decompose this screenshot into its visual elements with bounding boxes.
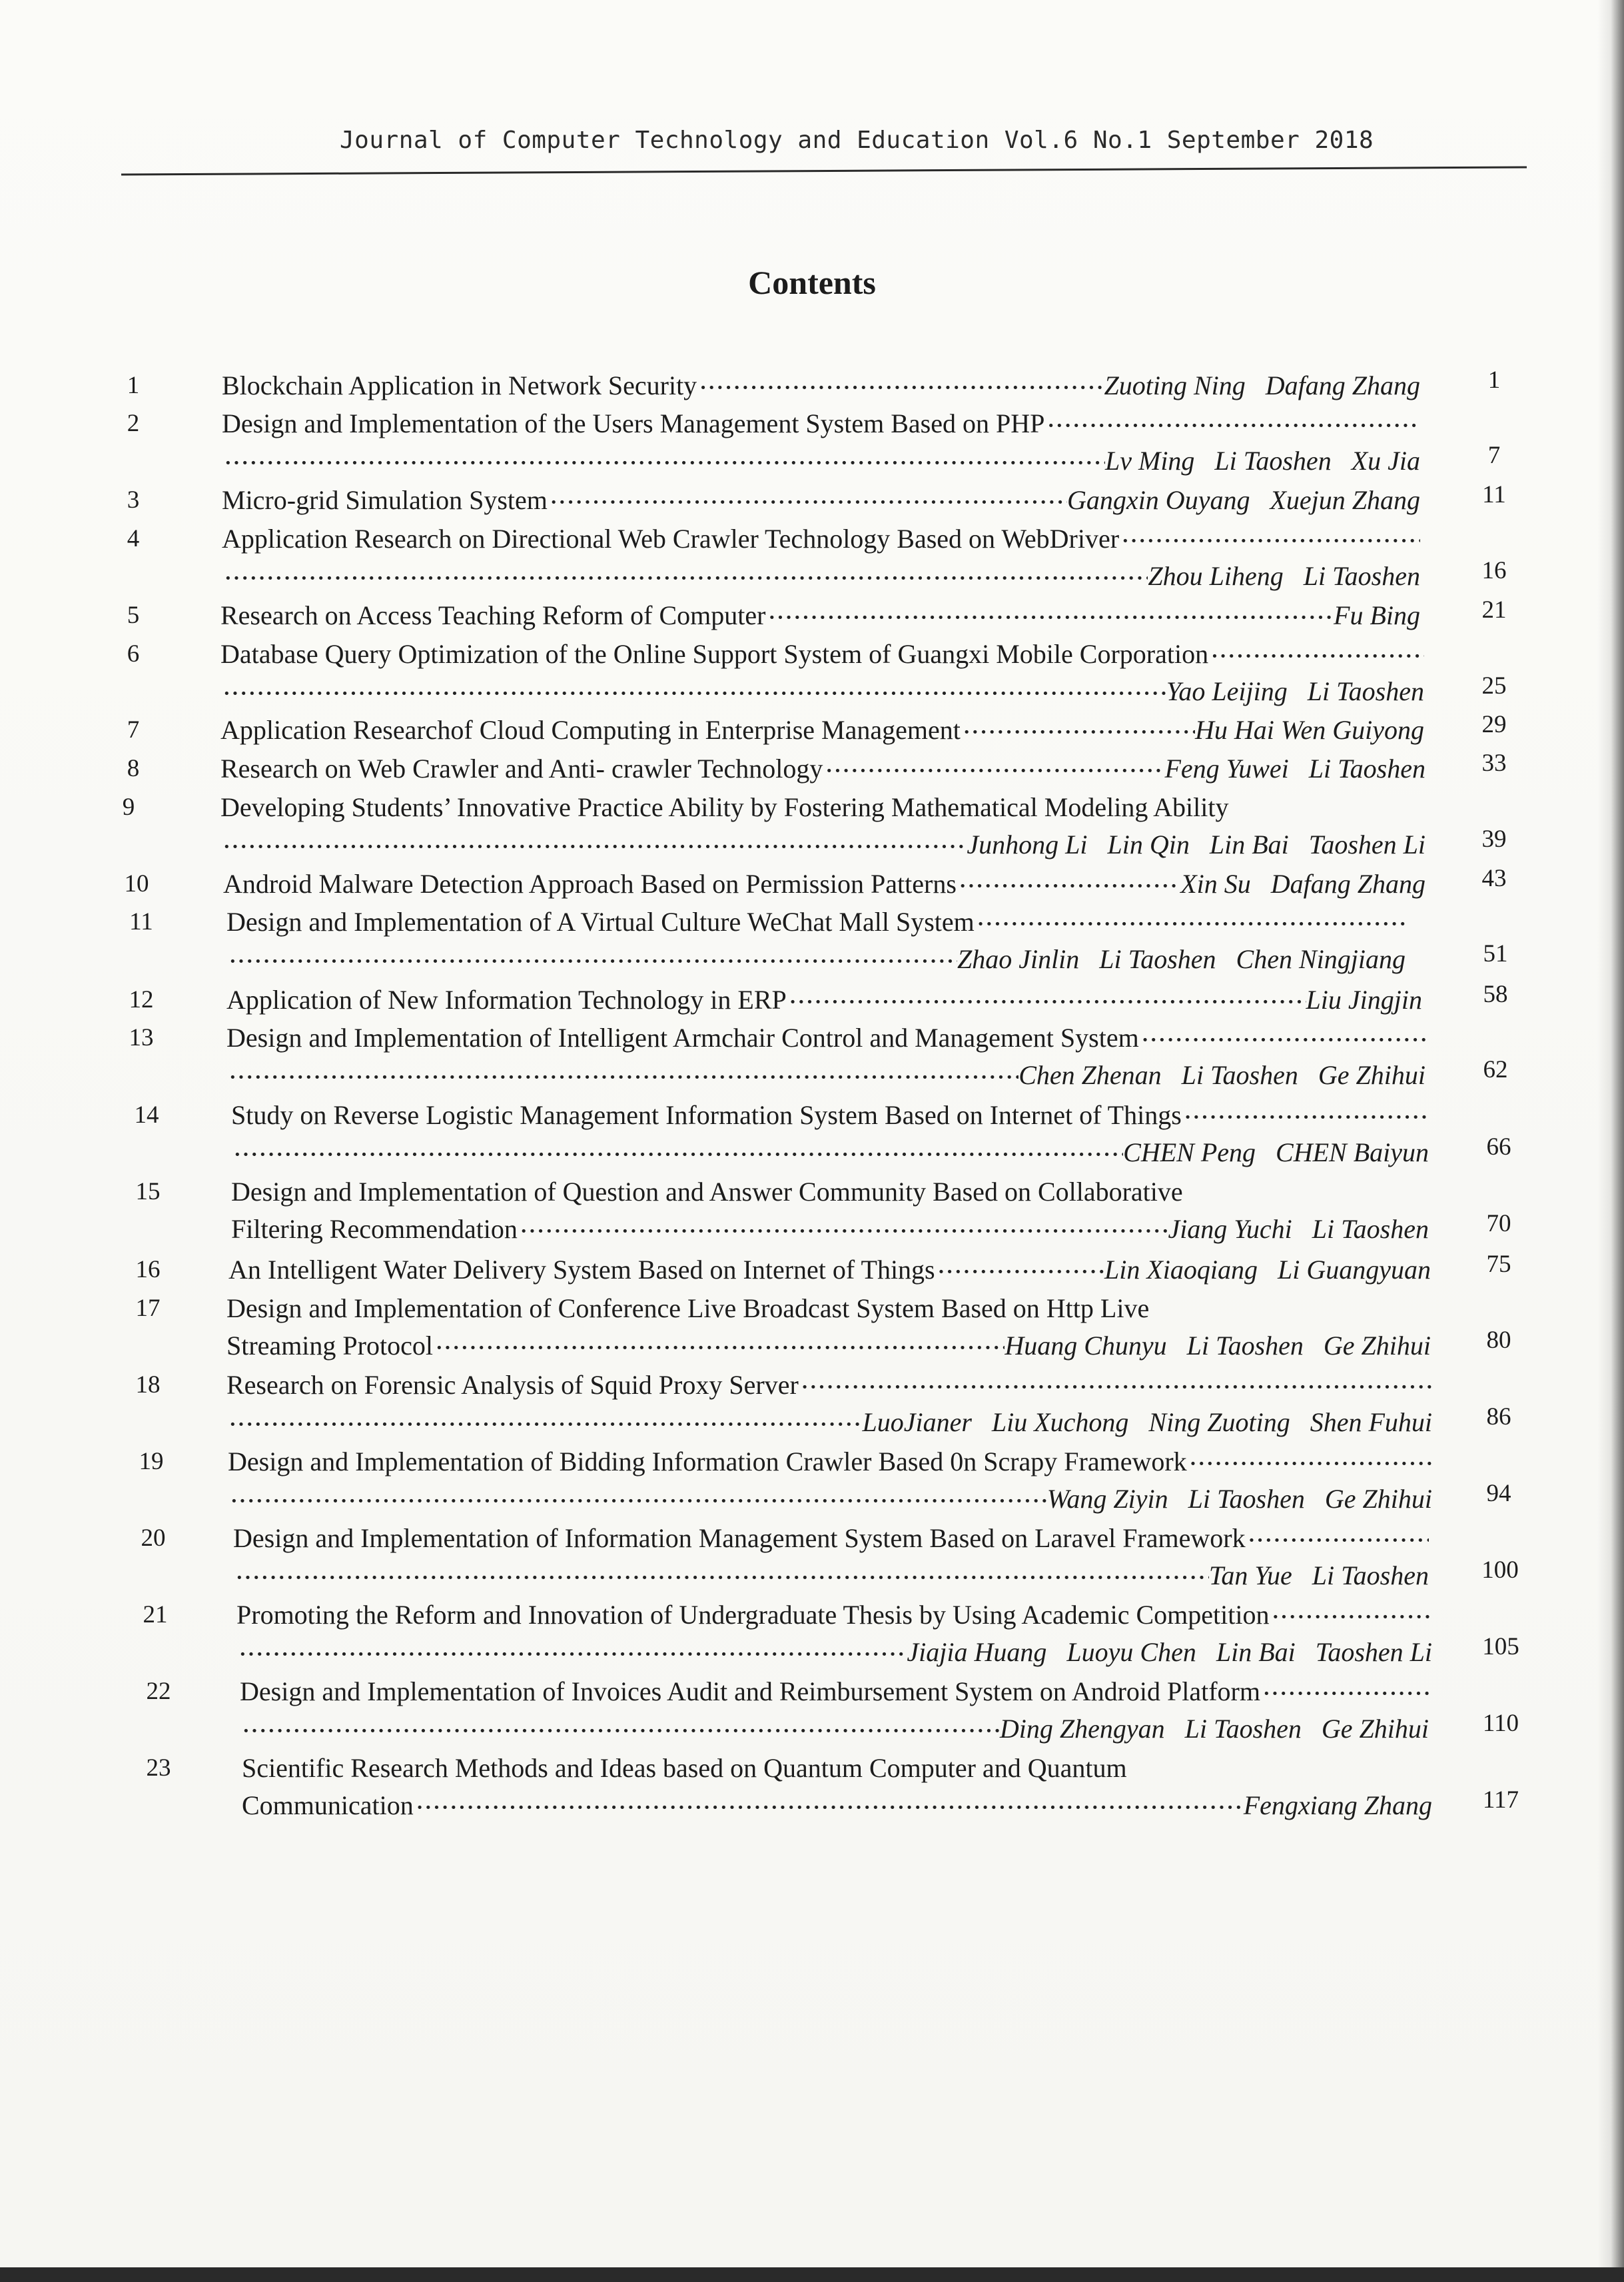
dot-leader bbox=[1119, 528, 1420, 553]
toc-entry-title: Android Malware Detection Approach Based on Permission Patterns bbox=[223, 869, 957, 899]
toc-entry-authors: Junhong Li Lin Qin Lin Bai Taoshen Li bbox=[967, 830, 1425, 859]
dot-leader bbox=[1208, 644, 1424, 668]
toc-entry-page-number: 110 bbox=[1482, 1710, 1519, 1737]
toc-entry-title: Design and Implementation of Bidding Information Crawler Based 0n Scrapy Framework bbox=[228, 1446, 1187, 1476]
toc-entry-page-number: 7 bbox=[1487, 442, 1501, 469]
dot-leader bbox=[975, 911, 1406, 936]
toc-entry-line bbox=[226, 906, 1406, 937]
toc-entry-page-number: 105 bbox=[1482, 1633, 1519, 1660]
dot-leader bbox=[226, 949, 957, 973]
toc-entry-line bbox=[223, 868, 1425, 899]
dot-leader bbox=[799, 1375, 1432, 1399]
dot-leader bbox=[226, 1412, 862, 1436]
toc-entry-page-number: 51 bbox=[1483, 940, 1508, 967]
toc-entry-page-number: 62 bbox=[1483, 1056, 1508, 1083]
toc-entry-title: Developing Students’ Innovative Practice Ability by Fostering Mathematical Modeling Ability bbox=[220, 792, 1229, 822]
toc-entry-line bbox=[233, 1522, 1429, 1554]
toc-entry-line bbox=[240, 1676, 1429, 1707]
toc-entry-line bbox=[220, 638, 1424, 670]
toc-entry-authors: Wang Ziyin Li Taoshen Ge Zhihui bbox=[1046, 1484, 1432, 1514]
dot-leader bbox=[226, 1065, 1018, 1089]
scan-edge-shadow bbox=[1597, 0, 1624, 2282]
toc-entry-page-number: 1 bbox=[1487, 366, 1501, 394]
toc-entry-authors: Liu Jingjin bbox=[1306, 985, 1422, 1015]
toc-entry-line bbox=[226, 1330, 1431, 1361]
toc-entry-number: 11 bbox=[129, 908, 153, 935]
dot-leader bbox=[1139, 1027, 1425, 1052]
toc-entry-number: 13 bbox=[129, 1024, 154, 1051]
toc-entry-number: 8 bbox=[127, 755, 140, 782]
toc-entry-line bbox=[228, 1254, 1431, 1285]
toc-entry-page-number: 100 bbox=[1481, 1556, 1519, 1584]
dot-leader bbox=[233, 1565, 1209, 1590]
toc-entry-title: Design and Implementation of the Users Management System Based on PHP bbox=[222, 408, 1045, 438]
toc-entry-authors: Tan Yue Li Taoshen bbox=[1208, 1560, 1429, 1590]
toc-entry-authors: Fengxiang Zhang bbox=[1243, 1790, 1432, 1820]
toc-entry-line bbox=[226, 1022, 1425, 1053]
toc-entry-line bbox=[226, 1407, 1432, 1438]
toc-entry-authors: Xin Su Dafang Zhang bbox=[1180, 869, 1425, 899]
toc-entry-line bbox=[228, 1483, 1432, 1514]
toc-entry-line bbox=[236, 1636, 1432, 1668]
toc-entry-page-number: 21 bbox=[1481, 596, 1507, 624]
toc-entry-title: Design and Implementation of Question and Answer Community Based on Collaborative bbox=[231, 1177, 1183, 1207]
toc-entry-authors: Fu Bing bbox=[1334, 600, 1420, 630]
dot-leader bbox=[236, 1642, 907, 1666]
header-rule bbox=[121, 166, 1527, 175]
toc-entry-page-number: 58 bbox=[1483, 981, 1508, 1008]
toc-entry-line bbox=[222, 445, 1420, 476]
toc-entry-authors: Huang Chunyu Li Taoshen Ge Zhihui bbox=[1005, 1331, 1431, 1361]
toc-entry-authors: Zhao Jinlin Li Taoshen Chen Ningjiang bbox=[957, 944, 1406, 974]
toc-entry-authors: Zhou Liheng Li Taoshen bbox=[1148, 561, 1420, 591]
toc-entry-line bbox=[231, 1213, 1429, 1245]
toc-entry-number: 16 bbox=[135, 1256, 161, 1283]
toc-entry-title: An Intelligent Water Delivery System Based on Internet of Things bbox=[228, 1255, 935, 1285]
toc-entry-authors: Gangxin Ouyang Xuejun Zhang bbox=[1067, 485, 1420, 515]
toc-entry-line bbox=[231, 1176, 1429, 1207]
dot-leader bbox=[1246, 1528, 1429, 1552]
toc-entry-title: Study on Reverse Logistic Management Information System Based on Internet of Things bbox=[231, 1100, 1182, 1130]
toc-entry-authors: Jiang Yuchi Li Taoshen bbox=[1168, 1214, 1429, 1244]
toc-entry-title: Streaming Protocol bbox=[226, 1331, 433, 1361]
dot-leader bbox=[433, 1335, 1005, 1360]
toc-entry-line bbox=[220, 676, 1424, 707]
toc-entry-title: Application of New Information Technology in ERP bbox=[226, 985, 787, 1015]
toc-entry-line bbox=[220, 600, 1420, 631]
toc-entry-number: 4 bbox=[127, 525, 140, 552]
dot-leader bbox=[240, 1718, 1000, 1743]
toc-entry-line bbox=[220, 792, 1425, 823]
toc-entry-title: Application Research on Directional Web Crawler Technology Based on WebDriver bbox=[222, 524, 1120, 554]
dot-leader bbox=[1187, 1451, 1432, 1476]
toc-entry-number: 1 bbox=[127, 372, 140, 399]
toc-entry-line bbox=[231, 1137, 1429, 1168]
dot-leader bbox=[518, 1219, 1168, 1243]
scan-bottom-edge bbox=[0, 2267, 1624, 2282]
dot-leader bbox=[1260, 1681, 1429, 1706]
toc-entry-title: Blockchain Application in Network Security bbox=[222, 370, 697, 400]
toc-entry-line bbox=[240, 1713, 1429, 1744]
dot-leader bbox=[220, 834, 967, 859]
toc-entry-number: 22 bbox=[146, 1678, 171, 1705]
toc-entry-number: 5 bbox=[127, 602, 140, 629]
toc-entry-title: Communication bbox=[242, 1790, 414, 1820]
dot-leader bbox=[220, 681, 1166, 706]
toc-entry-number: 7 bbox=[127, 716, 140, 744]
dot-leader bbox=[961, 720, 1195, 744]
dot-leader bbox=[231, 1142, 1123, 1167]
toc-entry-line bbox=[226, 1293, 1431, 1324]
toc-entry-line bbox=[236, 1599, 1432, 1630]
toc-entry-line bbox=[222, 370, 1420, 401]
toc-entry-authors: Hu Hai Wen Guiyong bbox=[1194, 715, 1424, 745]
dot-leader bbox=[228, 1488, 1047, 1513]
toc-entry-line bbox=[226, 1059, 1425, 1091]
toc-entry-number: 23 bbox=[146, 1754, 171, 1782]
toc-entry-title: Design and Implementation of Intelligent Armchair Control and Management System bbox=[226, 1023, 1139, 1053]
toc-entry-title: Design and Implementation of Information Management System Based on Laravel Framework bbox=[233, 1523, 1246, 1553]
toc-entry-line bbox=[231, 1099, 1429, 1131]
toc-entry-authors: Yao Leijing Li Taoshen bbox=[1166, 676, 1424, 706]
toc-entry-page-number: 66 bbox=[1486, 1133, 1511, 1161]
toc-entry-authors: LuoJianer Liu Xuchong Ning Zuoting Shen Fuhui bbox=[862, 1407, 1432, 1437]
toc-entry-line bbox=[220, 753, 1425, 784]
dot-leader bbox=[1182, 1105, 1429, 1129]
toc-entry-line bbox=[226, 943, 1406, 975]
journal-header: Journal of Computer Technology and Education Vol.6 No.1 September 2018 bbox=[340, 127, 1374, 154]
dot-leader bbox=[222, 450, 1105, 475]
toc-entry-title: Design and Implementation of Invoices Audit and Reimbursement System on Android Platform bbox=[240, 1676, 1260, 1706]
toc-entry-title: Filtering Recommendation bbox=[231, 1214, 518, 1244]
toc-entry-page-number: 29 bbox=[1481, 711, 1507, 738]
toc-entry-line bbox=[222, 484, 1420, 516]
toc-entry-number: 15 bbox=[135, 1178, 161, 1205]
toc-entry-authors: CHEN Peng CHEN Baiyun bbox=[1123, 1137, 1429, 1167]
dot-leader bbox=[935, 1259, 1104, 1284]
toc-entry-authors: Zuoting Ning Dafang Zhang bbox=[1104, 370, 1420, 400]
dot-leader bbox=[823, 758, 1164, 783]
toc-entry-authors: Feng Yuwei Li Taoshen bbox=[1164, 754, 1425, 784]
page-title: Contents bbox=[748, 264, 876, 301]
toc-entry-number: 12 bbox=[129, 986, 154, 1013]
toc-entry-page-number: 16 bbox=[1481, 557, 1507, 584]
toc-entry-number: 2 bbox=[127, 410, 140, 437]
dot-leader bbox=[957, 873, 1180, 898]
toc-entry-line bbox=[226, 1369, 1432, 1401]
toc-entry-line bbox=[220, 714, 1424, 746]
toc-entry-page-number: 86 bbox=[1486, 1403, 1511, 1430]
toc-entry-authors: Jiajia Huang Luoyu Chen Lin Bai Taoshen Li bbox=[907, 1637, 1432, 1667]
toc-entry-number: 6 bbox=[127, 640, 140, 668]
toc-entry-page-number: 117 bbox=[1482, 1786, 1519, 1814]
toc-entry-line bbox=[228, 1446, 1432, 1477]
toc-entry-authors: Chen Zhenan Li Taoshen Ge Zhihui bbox=[1018, 1060, 1425, 1090]
toc-entry-title: Research on Forensic Analysis of Squid Proxy Server bbox=[226, 1370, 799, 1400]
toc-entry-title: Application Researchof Cloud Computing in Enterprise Management bbox=[220, 715, 961, 745]
toc-entry-line bbox=[242, 1752, 1432, 1784]
toc-entry-line bbox=[242, 1790, 1432, 1821]
toc-entry-authors: Lv Ming Li Taoshen Xu Jia bbox=[1105, 446, 1420, 476]
dot-leader bbox=[548, 490, 1067, 514]
toc-entry-page-number: 80 bbox=[1486, 1327, 1511, 1354]
toc-entry-number: 9 bbox=[122, 794, 135, 821]
toc-entry-page-number: 43 bbox=[1481, 865, 1507, 892]
toc-entry-number: 3 bbox=[127, 486, 140, 514]
toc-entry-number: 14 bbox=[134, 1101, 159, 1129]
dot-leader bbox=[1044, 413, 1420, 438]
toc-entry-title: Design and Implementation of Conference Live Broadcast System Based on Http Live bbox=[226, 1293, 1150, 1323]
toc-entry-authors: Ding Zhengyan Li Taoshen Ge Zhihui bbox=[999, 1714, 1429, 1744]
toc-entry-page-number: 39 bbox=[1481, 826, 1507, 853]
toc-entry-page-number: 11 bbox=[1482, 481, 1506, 508]
toc-entry-page-number: 75 bbox=[1486, 1251, 1511, 1278]
toc-entry-title: Scientific Research Methods and Ideas based on Quantum Computer and Quantum bbox=[242, 1753, 1127, 1783]
toc-entry-title: Database Query Optimization of the Online Support System of Guangxi Mobile Corporation bbox=[220, 639, 1209, 669]
toc-entry-line bbox=[222, 408, 1420, 439]
toc-entry-number: 20 bbox=[141, 1524, 166, 1552]
toc-entry-line bbox=[222, 523, 1420, 554]
dot-leader bbox=[222, 566, 1148, 590]
dot-leader bbox=[414, 1795, 1244, 1820]
toc-entry-page-number: 70 bbox=[1486, 1210, 1511, 1237]
toc-entry-number: 19 bbox=[139, 1448, 164, 1475]
toc-entry-title: Micro-grid Simulation System bbox=[222, 485, 548, 515]
toc-entry-line bbox=[226, 984, 1422, 1015]
toc-entry-page-number: 94 bbox=[1486, 1480, 1511, 1507]
toc-entry-page-number: 33 bbox=[1481, 750, 1507, 777]
dot-leader bbox=[787, 989, 1306, 1014]
toc-entry-number: 21 bbox=[143, 1601, 168, 1628]
toc-entry-number: 10 bbox=[124, 870, 149, 897]
toc-entry-number: 18 bbox=[135, 1371, 161, 1399]
toc-entry-line bbox=[222, 560, 1420, 592]
toc-entry-line bbox=[220, 829, 1425, 860]
toc-entry-line bbox=[233, 1560, 1429, 1591]
toc-entry-number: 17 bbox=[135, 1295, 161, 1322]
toc-entry-title: Research on Web Crawler and Anti- crawler Technology bbox=[220, 754, 823, 784]
dot-leader bbox=[765, 605, 1334, 630]
toc-entry-title: Research on Access Teaching Reform of Computer bbox=[220, 600, 766, 630]
toc-entry-title: Promoting the Reform and Innovation of Undergraduate Thesis by Using Academic Competition bbox=[236, 1600, 1270, 1630]
dot-leader bbox=[1269, 1604, 1432, 1629]
toc-entry-authors: Lin Xiaoqiang Li Guangyuan bbox=[1104, 1255, 1431, 1285]
toc-entry-page-number: 25 bbox=[1481, 672, 1507, 700]
toc-entry-title: Design and Implementation of A Virtual Culture WeChat Mall System bbox=[226, 907, 975, 937]
dot-leader bbox=[697, 375, 1104, 400]
